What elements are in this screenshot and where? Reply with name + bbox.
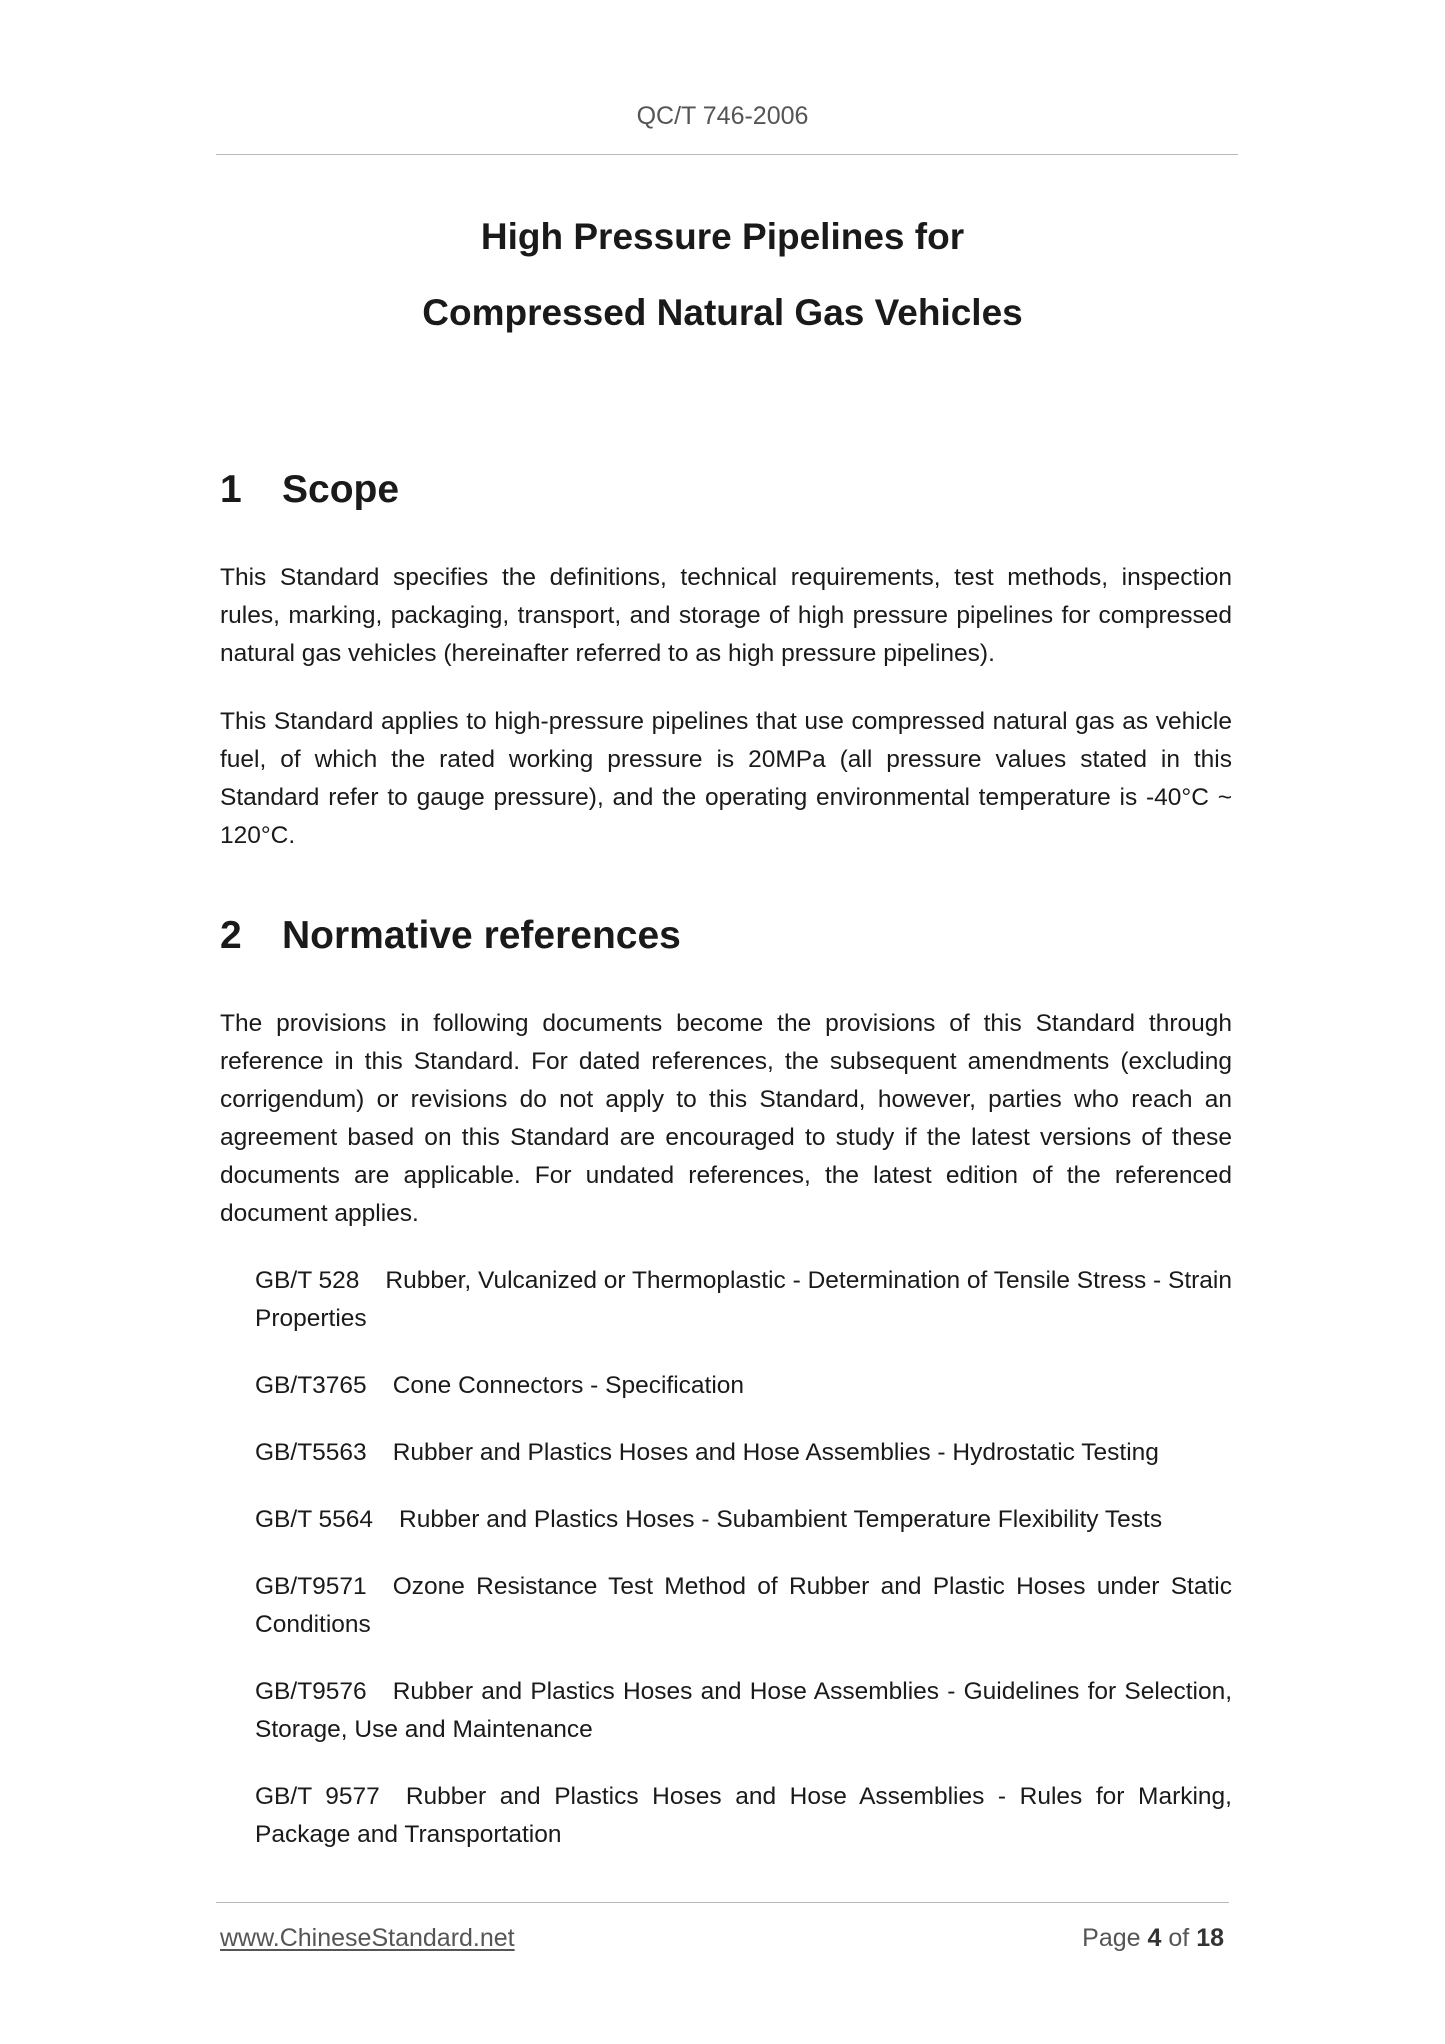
section-number: 2 bbox=[220, 914, 242, 957]
reference-code: GB/T9571 bbox=[255, 1573, 367, 1600]
header-divider bbox=[216, 154, 1238, 155]
reference-title: Cone Connectors - Specification bbox=[392, 1372, 745, 1399]
reference-title: Rubber, Vulcanized or Thermoplastic - Determination of Tensile Stress - Strain Properties bbox=[255, 1267, 1232, 1332]
reference-item bbox=[255, 1262, 1232, 1338]
website-link[interactable]: www.ChineseStandard.net bbox=[220, 1924, 515, 1952]
page-of: of bbox=[1168, 1924, 1190, 1952]
reference-title: Ozone Resistance Test Method of Rubber and Plastic Hoses under Static Conditions bbox=[255, 1573, 1232, 1638]
footer-divider bbox=[216, 1902, 1229, 1903]
page-total: 18 bbox=[1196, 1924, 1224, 1952]
reference-item bbox=[255, 1434, 1232, 1472]
reference-title: Rubber and Plastics Hoses and Hose Assemblies - Guidelines for Selection, Storage, Use and Maintenance bbox=[255, 1678, 1232, 1743]
page-indicator bbox=[1082, 1924, 1224, 1953]
reference-item bbox=[255, 1501, 1232, 1539]
scope-paragraph-1: This Standard specifies the definitions, technical requirements, test methods, inspection rules, marking, packaging, transport, and storage of high pressure pipelines for compressed natural gas vehicles (hereinafter referred to as high pressure pipelines). bbox=[220, 564, 1232, 667]
page-prefix: Page bbox=[1082, 1924, 1141, 1952]
scope-paragraph-2: This Standard applies to high-pressure pipelines that use compressed natural gas as vehicle fuel, of which the rated working pressure is 20MPa (all pressure values stated in this Standard refer to gauge pressure), and the operating environmental temperature is -40°C ~ 120°C. bbox=[220, 708, 1232, 849]
reference-title: Rubber and Plastics Hoses - Subambient Temperature Flexibility Tests bbox=[399, 1506, 1163, 1533]
document-title-line2: Compressed Natural Gas Vehicles bbox=[422, 292, 1023, 333]
reference-title: Rubber and Plastics Hoses and Hose Assemblies - Hydrostatic Testing bbox=[392, 1439, 1159, 1466]
section-number: 1 bbox=[220, 468, 242, 511]
references-intro-paragraph: The provisions in following documents become the provisions of this Standard through reference in this Standard. For dated references, the subsequent amendments (excluding corrigendum) or revisions do not apply to this Standard, however, parties who reach an agreement based on this Standard are encouraged to study if the latest versions of these documents are applicable. For undated references, the latest edition of the referenced document applies. bbox=[220, 1010, 1232, 1227]
reference-code: GB/T 528 bbox=[255, 1267, 360, 1294]
section-title: Normative references bbox=[282, 914, 681, 957]
document-code: QC/T 746-2006 bbox=[636, 102, 809, 130]
reference-code: GB/T 5564 bbox=[255, 1506, 374, 1533]
document-title-line1: High Pressure Pipelines for bbox=[480, 216, 965, 257]
reference-code: GB/T 9577 bbox=[255, 1783, 380, 1810]
section-heading-normative-references bbox=[220, 914, 681, 958]
reference-item bbox=[255, 1367, 1232, 1405]
reference-code: GB/T9576 bbox=[255, 1678, 367, 1705]
reference-item bbox=[255, 1568, 1232, 1644]
section-heading-scope bbox=[220, 468, 399, 512]
reference-item bbox=[255, 1778, 1232, 1854]
reference-title: Rubber and Plastics Hoses and Hose Assemblies - Rules for Marking, Package and Transportation bbox=[255, 1783, 1232, 1848]
section-title: Scope bbox=[282, 468, 400, 511]
page-current: 4 bbox=[1147, 1924, 1162, 1952]
reference-list bbox=[255, 1262, 1232, 1883]
reference-code: GB/T3765 bbox=[255, 1372, 367, 1399]
reference-code: GB/T5563 bbox=[255, 1439, 367, 1466]
reference-item bbox=[255, 1673, 1232, 1749]
